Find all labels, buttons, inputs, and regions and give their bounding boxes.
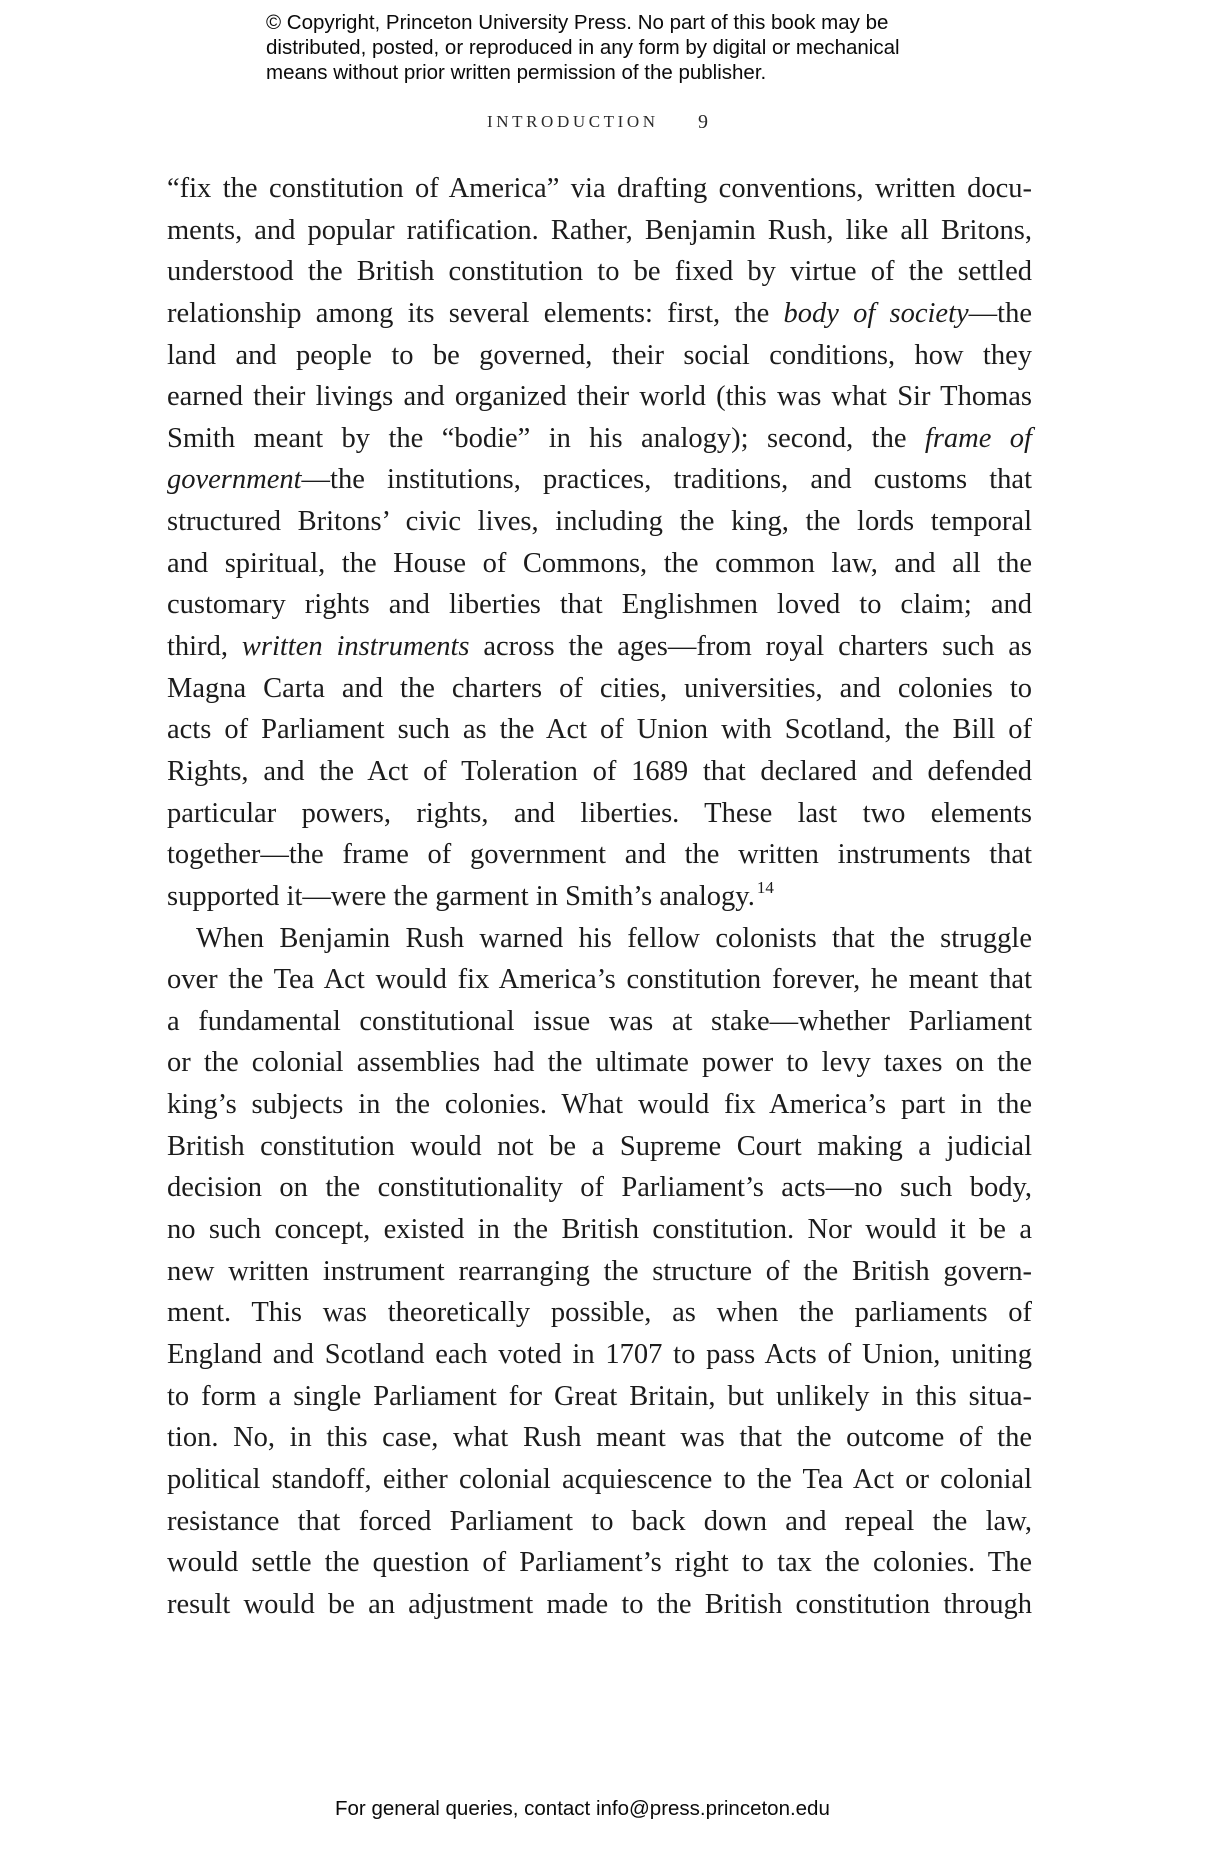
text-line (167, 1167, 1032, 1209)
text-run: tion. No, in this case, what Rush meant was that the outcome of the (167, 1422, 1032, 1454)
text-run: third, (167, 631, 242, 663)
italic-term: government (167, 464, 302, 496)
text-run: —the (968, 297, 1032, 329)
text-line (167, 1001, 1032, 1043)
text-line (167, 626, 1032, 668)
running-head-title: INTRODUCTION (487, 112, 659, 131)
text-line (167, 168, 1032, 210)
text-run: over the Tea Act would fix America’s constitution forever, he meant that (167, 964, 1032, 996)
text-line (167, 793, 1032, 835)
text-run: When Benjamin Rush warned his fellow colonists that the struggle (196, 922, 1032, 954)
text-line (167, 959, 1032, 1001)
page-number: 9 (698, 111, 708, 133)
text-run: earned their livings and organized their world (this was what Sir Thomas (167, 381, 1032, 413)
footnote-marker: 14 (756, 877, 774, 897)
text-run: result would be an adjustment made to the British constitution through (167, 1588, 1032, 1620)
copyright-notice-line: distributed, posted, or reproduced in any form by digital or mechanical (266, 36, 900, 59)
text-run: political standoff, either colonial acquiescence to the Tea Act or colonial (167, 1463, 1032, 1495)
text-run: decision on the constitutionality of Parliament’s acts—no such body, (167, 1172, 1032, 1204)
text-run: particular powers, rights, and liberties. These last two elements (167, 797, 1032, 829)
copyright-notice-line: © Copyright, Princeton University Press. No part of this book may be (266, 11, 889, 34)
text-line (167, 376, 1032, 418)
text-run: or the colonial assemblies had the ultimate power to levy taxes on the (167, 1047, 1032, 1079)
text-run: ments, and popular ratification. Rather, Benjamin Rush, like all Britons, (167, 214, 1032, 246)
copyright-notice-line: means without prior written permission of the publisher. (266, 61, 767, 84)
body-text (167, 168, 1032, 1625)
text-run: relationship among its several elements: first, the (167, 297, 784, 329)
text-run: new written instrument rearranging the structure of the British govern- (167, 1255, 1032, 1287)
text-line (167, 1292, 1032, 1334)
text-line (167, 1417, 1032, 1459)
text-run: and spiritual, the House of Commons, the common law, and all the (167, 547, 1032, 579)
text-line (167, 543, 1032, 585)
text-line (167, 584, 1032, 626)
paragraph (167, 918, 1032, 1626)
italic-term: written instruments (241, 631, 470, 663)
text-line (167, 1376, 1032, 1418)
text-run: understood the British constitution to be fixed by virtue of the settled (167, 256, 1032, 288)
text-line (167, 293, 1032, 335)
text-run: British constitution would not be a Supreme Court making a judicial (167, 1130, 1032, 1162)
text-run: —the institutions, practices, traditions, and customs that (301, 464, 1032, 496)
text-line (167, 1042, 1032, 1084)
text-line (167, 251, 1032, 293)
footer-contact-text: For general queries, contact info@press.princeton.edu (335, 1797, 830, 1820)
text-run: “fix the constitution of America” via drafting conventions, written docu- (167, 173, 1032, 204)
text-line (167, 459, 1032, 501)
text-line (167, 210, 1032, 252)
text-run: would settle the question of Parliament’s right to tax the colonies. The (167, 1547, 1032, 1579)
text-line (167, 1334, 1032, 1376)
text-line (167, 418, 1032, 460)
text-line (167, 1084, 1032, 1126)
text-run: across the ages—from royal charters such as (469, 631, 1033, 663)
text-line (167, 876, 1032, 918)
text-line (167, 1459, 1032, 1501)
paragraph (167, 168, 1032, 918)
text-run: England and Scotland each voted in 1707 to pass Acts of Union, uniting (167, 1338, 1032, 1370)
text-line (167, 1584, 1032, 1626)
text-line (167, 751, 1032, 793)
text-line (167, 709, 1032, 751)
text-run: supported it—were the garment in Smith’s analogy. (167, 880, 755, 912)
text-run: Rights, and the Act of Toleration of 1689 that declared and defended (167, 755, 1032, 787)
text-run: together—the frame of government and the written instruments that (167, 839, 1032, 871)
text-run: Magna Carta and the charters of cities, universities, and colonies to (167, 672, 1032, 704)
text-run: land and people to be governed, their social conditions, how they (167, 339, 1032, 371)
text-line (167, 834, 1032, 876)
text-run: king’s subjects in the colonies. What would fix America’s part in the (167, 1089, 1032, 1121)
text-line (167, 918, 1032, 960)
text-run: customary rights and liberties that Englishmen loved to claim; and (167, 589, 1032, 621)
text-line (167, 1542, 1032, 1584)
text-run: a fundamental constitutional issue was at stake—whether Parliament (167, 1005, 1032, 1037)
text-line (167, 1251, 1032, 1293)
text-line (167, 668, 1032, 710)
text-run: to form a single Parliament for Great Britain, but unlikely in this situa- (167, 1380, 1032, 1412)
italic-term: body of society (783, 297, 969, 329)
text-run: resistance that forced Parliament to back down and repeal the law, (167, 1505, 1032, 1537)
text-run: Smith meant by the “bodie” in his analogy); second, the (167, 422, 925, 454)
text-run: no such concept, existed in the British constitution. Nor would it be a (167, 1214, 1032, 1246)
text-run: ment. This was theoretically possible, as when the parliaments of (167, 1297, 1032, 1329)
text-line (167, 335, 1032, 377)
text-line (167, 1501, 1032, 1543)
italic-term: frame of (924, 422, 1032, 454)
copyright-notice (266, 10, 1026, 85)
text-line (167, 1209, 1032, 1251)
text-run: acts of Parliament such as the Act of Union with Scotland, the Bill of (167, 714, 1032, 746)
text-line (167, 1126, 1032, 1168)
text-line (167, 501, 1032, 543)
text-run: structured Britons’ civic lives, including the king, the lords temporal (167, 506, 1032, 538)
